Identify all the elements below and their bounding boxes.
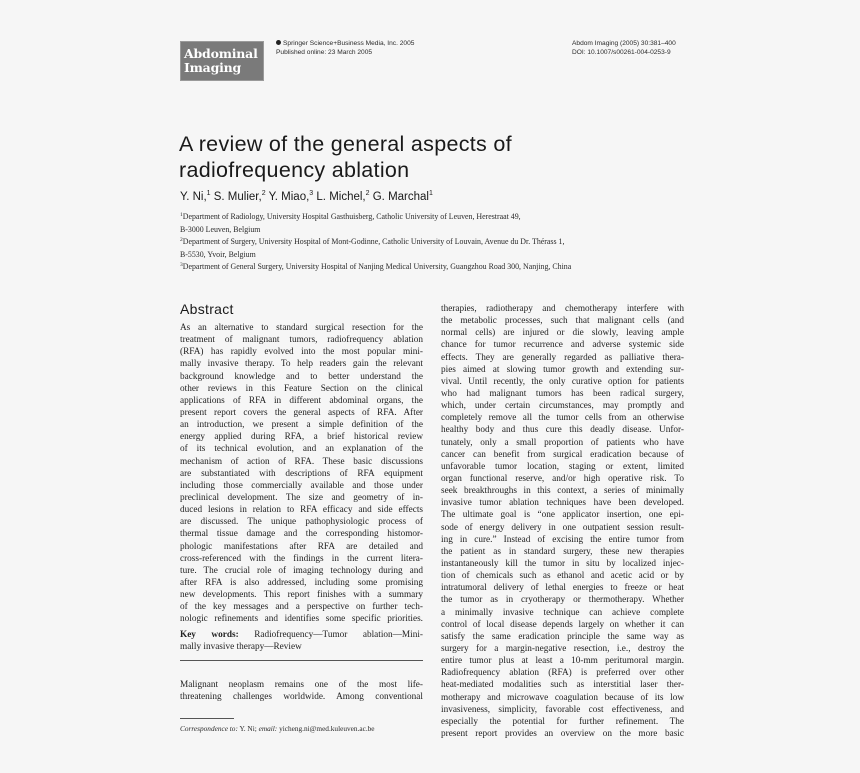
affiliation-2-cont: B-5530, Yvoir, Belgium — [180, 249, 256, 259]
keywords-text: Radiofrequency—Tumor ablation—Mini- — [254, 630, 423, 640]
title-line-1: A review of the general aspects of — [179, 132, 512, 156]
keywords-line-2: mally invasive therapy—Review — [180, 642, 302, 653]
text-line: Radiofrequency ablation (RFA) is preferred over other — [441, 668, 684, 679]
text-line: the tumor as in cryotherapy or thermotherapy. Whether — [441, 595, 684, 606]
text-line: including those commercially available and those under — [180, 480, 423, 491]
author: Y. Ni, — [180, 191, 207, 203]
correspondence-footnote — [180, 724, 375, 733]
publisher-line: Springer Science+Business Media, Inc. 2005 — [283, 40, 415, 47]
text-line: which, under certain circumstances, may promptly and — [441, 401, 684, 412]
affiliation-text: Department of Radiology, University Hospital Gasthuisberg, Catholic University of Leuven, Herestraat 49, — [182, 212, 521, 221]
title-line-2: radiofrequency ablation — [179, 158, 410, 182]
text-line: present report covers the general aspects of RFA. After — [180, 407, 423, 418]
text-line: completely remove all the tumor cells from an otherwise — [441, 413, 684, 424]
text-line: phologic manifestations after RFA are detailed and — [180, 541, 423, 552]
article-title — [179, 131, 699, 183]
text-line: seek breakthroughs in this context, a series of minimally — [441, 486, 684, 497]
affiliation-1-cont: B-3000 Leuven, Belgium — [180, 224, 261, 234]
text-line: who had malignant tumors has been radical surgery, — [441, 388, 684, 399]
text-line: The ultimate goal is “one applicator insertion, one epi- — [441, 510, 684, 521]
body-text-right — [441, 303, 684, 740]
text-line: normal cells) are injured or die slowly, leaving ample — [441, 328, 684, 339]
text-line: cross-referenced with the findings in the current litera- — [180, 553, 423, 564]
text-line: (RFA) has rapidly evolved into the most popular mini- — [180, 347, 423, 358]
text-line: effects. They are generally regarded as palliative thera- — [441, 352, 684, 363]
text-line: intratumoral delivery of lethal energies to freeze or heat — [441, 583, 684, 594]
affiliation-3 — [180, 261, 700, 274]
affiliations — [180, 211, 700, 274]
published-online: Published online: 23 March 2005 — [276, 48, 373, 56]
keywords-line-1 — [180, 629, 423, 641]
text-line: applications of RFA in different abdominal organs, the — [180, 395, 423, 406]
text-line: invasive tumor ablation techniques have been developed. — [441, 498, 684, 509]
text-line: tion of chemicals such as ethanol and acetic acid or by — [441, 571, 684, 582]
text-line: healthy body and thus cure this deadly disease. Unfor- — [441, 425, 684, 436]
journal-citation: Abdom Imaging (2005) 30:381–400 — [572, 40, 676, 47]
affiliation-text: Department of General Surgery, University Hospital of Nanjing Medical University, Guangzhou Road 300, Nanjing, China — [182, 262, 572, 271]
author-list — [180, 190, 433, 204]
text-line: preclinical development. The size and geometry of in- — [180, 492, 423, 503]
text-line: vival. Until recently, the only curative option for patients — [441, 376, 684, 387]
text-line: energy applied during RFA, a brief historical review — [180, 432, 423, 443]
doi: DOI: 10.1007/s00261-004-0253-9 — [572, 48, 671, 56]
text-line: therapies, radiotherapy and chemotherapy interfere with — [441, 304, 684, 314]
text-line: cancer can benefit from surgical eradication because of — [441, 449, 684, 460]
correspondence-name: Y. Ni; — [239, 724, 257, 733]
text-line: Malignant neoplasm remains one of the most life- — [180, 680, 423, 690]
text-line: sode of energy delivery in one outpatient session result- — [441, 522, 684, 533]
text-line: thermal tissue damage and the corresponding histomor- — [180, 529, 423, 540]
abstract-divider — [180, 660, 423, 661]
text-line: invasiveness, simplicity, favorable cost effectiveness, and — [441, 704, 684, 715]
affiliation-2 — [180, 236, 700, 249]
correspondence-label: Correspondence to: — [180, 724, 238, 733]
text-line: the patient as in standard surgery, these new therapies — [441, 546, 684, 557]
author-affiliation-mark: 2 — [261, 190, 266, 197]
journal-logo-line-1: Abdominal — [184, 46, 258, 61]
text-line: control of local disease depends largely on whether it can — [441, 619, 684, 630]
author: S. Mulier, — [213, 191, 262, 203]
author: Y. Miao, — [268, 191, 310, 203]
abstract-body — [180, 322, 423, 626]
author-affiliation-mark: 2 — [365, 190, 370, 197]
text-line: ing in cure.” Instead of excising the entire tumor from — [441, 534, 684, 545]
affiliation-number: 1 — [180, 212, 183, 218]
text-line: surgery for a margin-negative resection, i.e., destroy the — [441, 643, 684, 654]
text-line: heat-mediated modalities such as interstitial laser ther- — [441, 680, 684, 691]
text-line: motherapy and microwave coagulation because of its low — [441, 692, 684, 703]
intro-text-left — [180, 679, 423, 703]
text-line: entire tumor plus at least a 10-mm peritumoral margin. — [441, 656, 684, 667]
email-label: email: — [258, 724, 278, 733]
author-affiliation-mark: 1 — [428, 190, 433, 197]
text-line: duced lesions in relation to RFA efficacy and side effects — [180, 505, 423, 516]
publisher-info — [276, 40, 414, 57]
text-line: tunately, only a small proportion of patients who have — [441, 437, 684, 448]
text-line: chance for tumor recurrence and adverse systemic side — [441, 340, 684, 351]
correspondence-email[interactable]: yicheng.ni@med.kuleuven.ac.be — [279, 724, 375, 733]
text-line: especially the potential for further refinement. The — [441, 716, 684, 727]
text-line: are discussed. The unique pathophysiologic process of — [180, 517, 423, 528]
text-line: treatment of malignant tumors, radiofrequency ablation — [180, 335, 423, 346]
author-affiliation-mark: 1 — [206, 190, 211, 197]
text-line: pies aimed at slowing tumor growth and extending sur- — [441, 364, 684, 375]
footnote-divider — [180, 718, 234, 719]
text-line: threatening challenges worldwide. Among conventional — [180, 692, 423, 703]
keywords — [180, 629, 423, 653]
copyright-icon — [276, 40, 281, 45]
text-line: mechanism of action of RFA. These basic discussions — [180, 456, 423, 467]
text-line: ture. The crucial role of imaging technology during and — [180, 565, 423, 576]
text-line: are substantiated with descriptions of RFA equipment — [180, 468, 423, 479]
abstract-heading: Abstract — [180, 301, 234, 317]
author: G. Marchal — [372, 191, 429, 203]
text-line: new developments. This report finishes with a summary — [180, 590, 423, 601]
text-line: other reviews in this Feature Section on the clinical — [180, 383, 423, 394]
text-line: the metabolic processes, such that malignant cells (and — [441, 316, 684, 327]
text-line: organ functional reserve, and/or high operative risk. To — [441, 473, 684, 484]
text-line: mally invasive therapy. To help readers gain the relevant — [180, 359, 423, 370]
affiliation-number: 2 — [180, 237, 183, 243]
text-line: nologic refinements and identifies some specific priorities. — [180, 614, 423, 625]
affiliation-text: Department of Surgery, University Hospital of Mont-Godinne, Catholic University of Louvain, Avenue du Dr. Thérass 1, — [182, 237, 565, 246]
text-line: a minimally invasive technique can achieve complete — [441, 607, 684, 618]
affiliation-number: 3 — [180, 262, 183, 268]
text-line: satisfy the same eradication principle the same way as — [441, 631, 684, 642]
keywords-label: Key words: — [180, 630, 239, 640]
text-line: instantaneously kill the tumor in situ by localized injec- — [441, 558, 684, 569]
text-line: of the key messages and a perspective on further tech- — [180, 602, 423, 613]
text-line: As an alternative to standard surgical resection for the — [180, 323, 423, 333]
journal-logo-line-2: Imaging — [184, 60, 242, 75]
affiliation-1 — [180, 211, 700, 224]
text-line: unfavorable tumor location, staging or extent, limited — [441, 461, 684, 472]
text-line: present report provides an overview on the more basic — [441, 728, 684, 739]
text-line: after RFA is also addressed, including some promising — [180, 577, 423, 588]
text-line: an introduction, we present a simple definition of the — [180, 420, 423, 431]
author: L. Michel, — [316, 191, 366, 203]
citation-info — [572, 40, 676, 57]
text-line: background knowledge and to better understand the — [180, 371, 423, 382]
text-line: of its technical evolution, and an explanation of the — [180, 444, 423, 455]
journal-logo — [180, 41, 264, 81]
author-affiliation-mark: 3 — [309, 190, 314, 197]
